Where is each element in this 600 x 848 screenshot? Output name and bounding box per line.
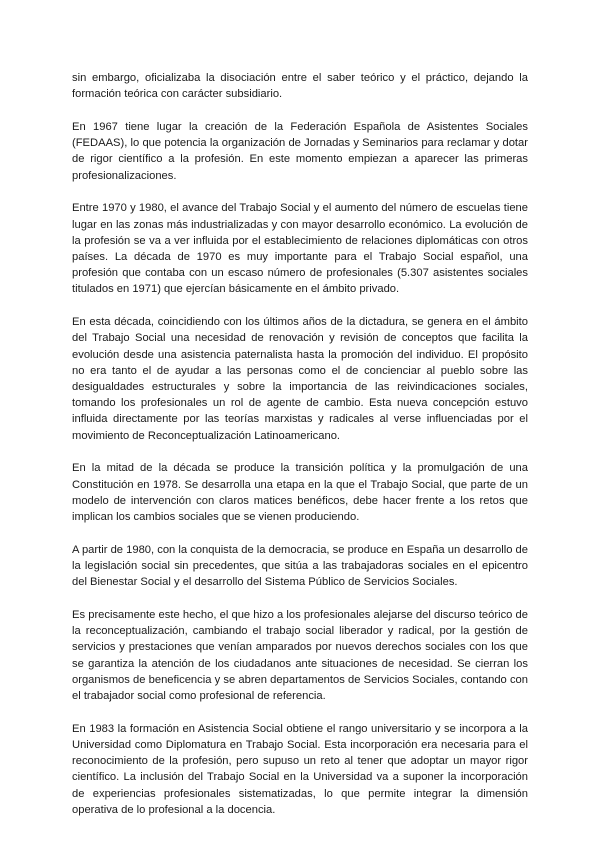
paragraph-6: A partir de 1980, con la conquista de la democracia, se produce en España un desarrollo de la legislación social sin precedentes, que sitúa a las trabajadoras sociales en el epicentro del Bienestar Social y el desarrollo del Sistema Público de Servicios Sociales. [72,543,528,589]
paragraph-5: En la mitad de la década se produce la transición política y la promulgación de una Constitución en 1978. Se desarrolla una etapa en la que el Trabajo Social, que parte de un modelo de intervención con claros matices benéficos, debe hacer frente a los retos que implican los cambios sociales que se vienen produciendo. [72,462,528,524]
paragraph-3: Entre 1970 y 1980, el avance del Trabajo Social y el aumento del número de escuelas tiene lugar en las zonas más industrializadas y con mayor desarrollo económico. La evolución de la profesión se va a ver influida por el establecimiento de relaciones diplomáticas con otros países. La década de 1970 es muy importante para el Trabajo Social español, una profesión que contaba con un escaso número de profesionales (5.307 asistentes sociales titulados en 1971) que ejercían básicamente en el ámbito privado. [72,202,528,296]
paragraph-2: En 1967 tiene lugar la creación de la Federación Española de Asistentes Sociales (FEDAAS), lo que potencia la organización de Jornadas y Seminarios para reclamar y dotar de rigor científico a la profesión. En este momento empiezan a aparecer las primeras profesionalizaciones. [72,121,528,182]
document-page [72,70,528,835]
paragraph-7: Es precisamente este hecho, el que hizo a los profesionales alejarse del discurso teórico de la reconceptualización, cambiando el trabajo social liberador y radical, por la gestión de servicios y prestaciones que venían amparados por nuevos derechos sociales con los que se garantiza la atención de los ciudadanos ante situaciones de necesidad. Se cierran los organismos de beneficencia y se abren departamentos de Servicios Sociales, contando con el trabajador social como profesional de referencia. [72,609,528,703]
paragraph-4: En esta década, coincidiendo con los últimos años de la dictadura, se genera en el ámbito del Trabajo Social una necesidad de renovación y revisión de conceptos que facilita la evolución desde una asistencia paternalista hasta la promoción del individuo. El propósito no era tanto el de ayudar a las personas como el de concienciar al pueblo sobre las desigualdades estructurales y sobre la importancia de las reivindicaciones sociales, tomando los profesionales un rol de agente de cambio. Esta nueva concepción estuvo influida directamente por las teorías marxistas y radicales al verse influenciadas por el movimiento de Reconceptualización Latinoamericano. [72,316,528,442]
paragraph-1: sin embargo, oficializaba la disociación entre el saber teórico y el práctico, dejando la formación teórica con carácter subsidiario. [72,72,528,101]
paragraph-8: En 1983 la formación en Asistencia Social obtiene el rango universitario y se incorpora a la Universidad como Diplomatura en Trabajo Social. Esta incorporación era necesaria para el reconocimiento de la profesión, pero supuso un reto al tener que adoptar un mayor rigor científico. La inclusión del Trabajo Social en la Universidad va a suponer la incorporación de experiencias profesionales sistematizadas, lo que permite integrar la dimensión operativa de lo profesional a la docencia. [72,722,528,816]
